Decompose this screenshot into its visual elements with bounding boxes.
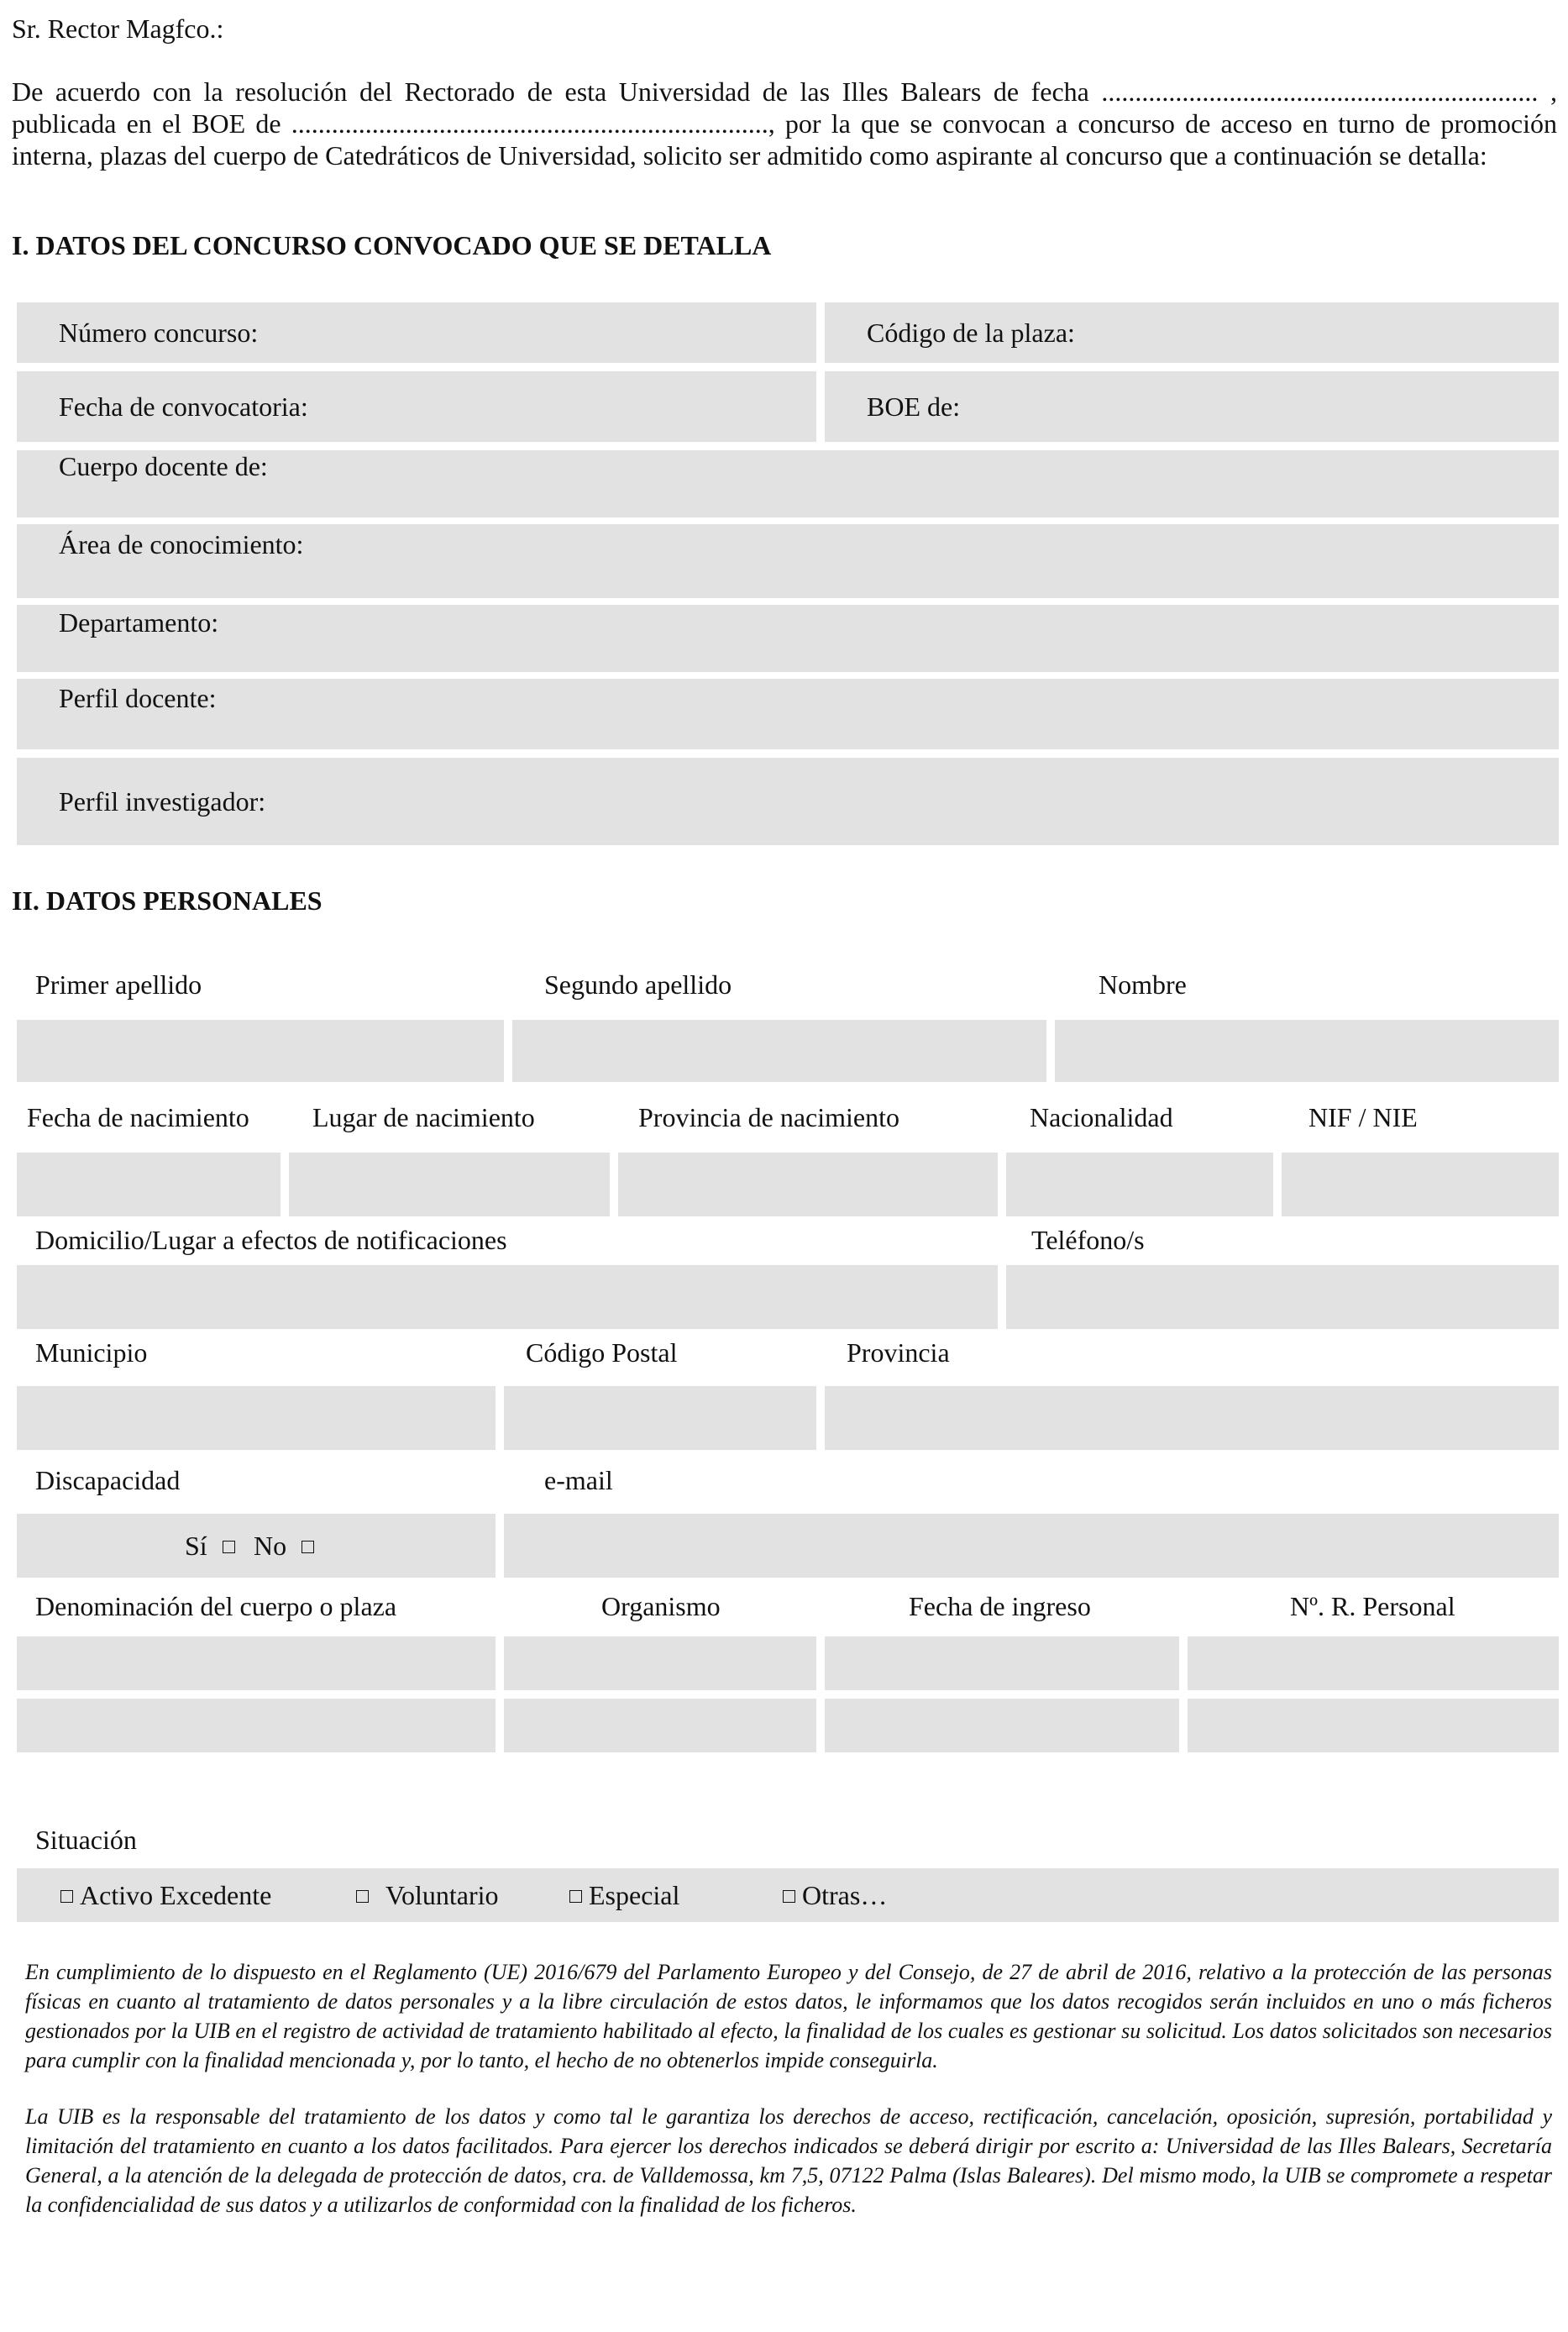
email-label: e-mail: [544, 1465, 613, 1495]
perfil-docente-label: Perfil docente:: [59, 683, 217, 713]
area-conocimiento-label: Área de conocimiento:: [59, 529, 304, 559]
telefono-label: Teléfono/s: [1031, 1225, 1145, 1255]
provincia-label: Provincia: [847, 1337, 950, 1368]
primer-apellido-field[interactable]: [17, 1020, 504, 1082]
situacion-especial-option[interactable]: [569, 1878, 679, 1912]
boe-de-label: BOE de:: [867, 391, 961, 422]
salutation: Sr. Rector Magfco.:: [12, 13, 224, 44]
denominacion-field-2[interactable]: [17, 1699, 496, 1752]
situacion-activo-option[interactable]: [60, 1878, 271, 1912]
segundo-apellido-field[interactable]: [512, 1020, 1046, 1082]
discapacidad-si-label: Sí: [185, 1531, 207, 1561]
provincia-nacimiento-label: Provincia de nacimiento: [638, 1102, 900, 1132]
perfil-investigador-label: Perfil investigador:: [59, 786, 266, 817]
municipio-label: Municipio: [35, 1337, 148, 1368]
telefono-field[interactable]: [1006, 1265, 1559, 1329]
situacion-otras-option[interactable]: [783, 1878, 887, 1912]
departamento-label: Departamento:: [59, 607, 219, 638]
voluntario-checkbox[interactable]: [356, 1890, 369, 1903]
especial-label: Especial: [589, 1880, 680, 1910]
codigo-postal-field[interactable]: [504, 1386, 816, 1450]
fecha-ingreso-field-1[interactable]: [825, 1636, 1179, 1690]
activo-excedente-checkbox[interactable]: [60, 1890, 73, 1903]
voluntario-label: Voluntario: [385, 1880, 499, 1910]
nif-nie-field[interactable]: [1282, 1153, 1559, 1216]
legal-notice-1: En cumplimiento de lo dispuesto en el Reglamento (UE) 2016/679 del Parlamento Europeo y del Consejo, de 27 de abril de 2016, relativo a la protección de las personas físicas en cuanto al tratamiento de datos personales y a la libre circulación de estos datos, le informamos que los datos recogidos serán incluidos en uno o más ficheros gestionados por la UIB en el registro de actividad de tratamiento habilitado al efecto, la finalidad de los cuales es gestionar su solicitud. Los datos solicitados son necesarios para cumplir con la finalidad mencionada y, por lo tanto, el hecho de no obtenerlos impide conseguirla.: [25, 1960, 1552, 2072]
activo-excedente-label: Activo Excedente: [80, 1880, 272, 1910]
organismo-label: Organismo: [601, 1591, 721, 1621]
perfil-docente-field[interactable]: [17, 679, 1559, 749]
municipio-field[interactable]: [17, 1386, 496, 1450]
email-field[interactable]: [504, 1514, 1559, 1578]
section-1-title: I. DATOS DEL CONCURSO CONVOCADO QUE SE DETALLA: [12, 230, 772, 260]
discapacidad-no-checkbox[interactable]: [302, 1541, 314, 1553]
nombre-field[interactable]: [1055, 1020, 1559, 1082]
domicilio-field[interactable]: [17, 1265, 998, 1329]
fecha-nacimiento-field[interactable]: [17, 1153, 281, 1216]
discapacidad-no-option[interactable]: [254, 1529, 314, 1563]
provincia-nacimiento-field[interactable]: [618, 1153, 998, 1216]
legal-notice-2: La UIB es la responsable del tratamiento de los datos y como tal le garantiza los derechos de acceso, rectificación, cancelación, oposición, supresión, portabilidad y limitación del tratamiento en cuanto a los datos facilitados. Para ejercer los derechos indicados se deberá dirigir por escrito a: Universidad de las Illes Balears, Secretaría General, a la atención de la delegada de protección de datos, cra. de Valldemossa, km 7,5, 07122 Palma (Islas Baleares). Del mismo modo, la UIB se compromete a respetar la confidencialidad de sus datos y a utilizarlos de conformidad con la finalidad de los ficheros.: [25, 2104, 1552, 2217]
discapacidad-si-option[interactable]: [185, 1529, 235, 1563]
nacionalidad-label: Nacionalidad: [1030, 1102, 1173, 1132]
domicilio-label: Domicilio/Lugar a efectos de notificaciones: [35, 1225, 507, 1255]
otras-checkbox[interactable]: [783, 1890, 795, 1903]
section-2-title: II. DATOS PERSONALES: [12, 885, 323, 916]
denominacion-field-1[interactable]: [17, 1636, 496, 1690]
situacion-label: Situación: [35, 1825, 137, 1855]
primer-apellido-label: Primer apellido: [35, 969, 202, 1000]
otras-label: Otras…: [802, 1880, 888, 1910]
nro-personal-field-1[interactable]: [1188, 1636, 1559, 1690]
discapacidad-label: Discapacidad: [35, 1465, 181, 1495]
especial-checkbox[interactable]: [569, 1890, 582, 1903]
lugar-nacimiento-field[interactable]: [289, 1153, 610, 1216]
departamento-field[interactable]: [17, 605, 1559, 672]
fecha-ingreso-label: Fecha de ingreso: [909, 1591, 1091, 1621]
organismo-field-1[interactable]: [504, 1636, 816, 1690]
codigo-plaza-label: Código de la plaza:: [867, 318, 1075, 348]
fecha-nacimiento-label: Fecha de nacimiento: [27, 1102, 249, 1132]
discapacidad-si-checkbox[interactable]: [223, 1541, 235, 1553]
intro-paragraph: De acuerdo con la resolución del Rectorado de esta Universidad de las Illes Balears de fecha ................................................................. , publicada en el BOE de ......................................................................., por la que se convocan a concurso de acceso en turno de promoción interna, plazas del cuerpo de Catedráticos de Universidad, solicito ser admitido como aspirante al concurso que a continuación se detalla:: [12, 76, 1557, 171]
nombre-label: Nombre: [1099, 969, 1187, 1000]
segundo-apellido-label: Segundo apellido: [544, 969, 732, 1000]
lugar-nacimiento-label: Lugar de nacimiento: [312, 1102, 535, 1132]
provincia-field[interactable]: [825, 1386, 1559, 1450]
denominacion-label: Denominación del cuerpo o plaza: [35, 1591, 397, 1621]
nro-personal-field-2[interactable]: [1188, 1699, 1559, 1752]
fecha-convocatoria-label: Fecha de convocatoria:: [59, 391, 308, 422]
cuerpo-docente-label: Cuerpo docente de:: [59, 451, 268, 481]
discapacidad-no-label: No: [254, 1531, 287, 1561]
codigo-postal-label: Código Postal: [526, 1337, 678, 1368]
nacionalidad-field[interactable]: [1006, 1153, 1273, 1216]
organismo-field-2[interactable]: [504, 1699, 816, 1752]
numero-concurso-label: Número concurso:: [59, 318, 259, 348]
fecha-ingreso-field-2[interactable]: [825, 1699, 1179, 1752]
nif-nie-label: NIF / NIE: [1308, 1102, 1418, 1132]
situacion-voluntario-option[interactable]: [356, 1878, 499, 1912]
nro-personal-label: Nº. R. Personal: [1290, 1591, 1455, 1621]
